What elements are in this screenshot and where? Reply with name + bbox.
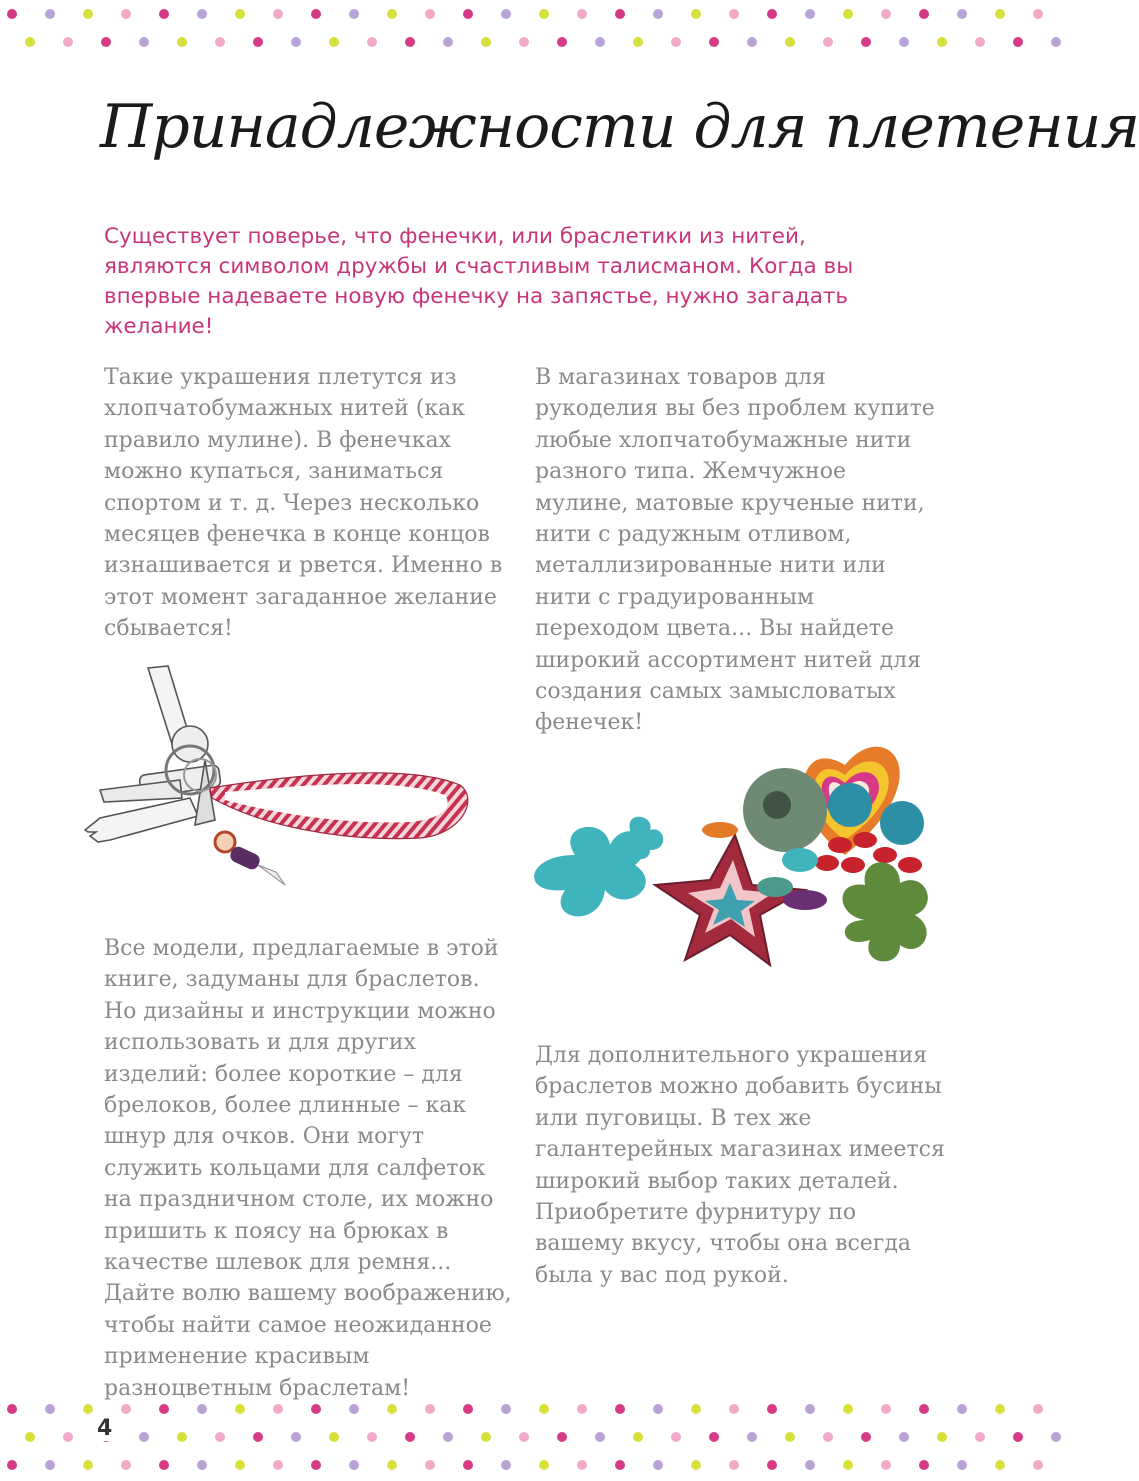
decorative-dot <box>311 1404 321 1414</box>
decorative-dot <box>63 1432 73 1442</box>
decorative-dot <box>121 1460 131 1470</box>
decorative-dot <box>767 9 777 19</box>
decorative-dot <box>823 37 833 47</box>
decorative-dot <box>501 9 511 19</box>
body-paragraph-beads: Для дополнительного украшения браслетов можно добавить бусины или пуговицы. В тех же галантерейных магазинах имеется широкий выбор таких деталей. Приобретите фурнитуру по вашему вкусу, чтобы она всегда была у вас под рукой. <box>535 1043 945 1288</box>
decorative-dot <box>823 1432 833 1442</box>
decorative-dot <box>25 1432 35 1442</box>
decorative-dot <box>463 1460 473 1470</box>
decorative-dot <box>881 1404 891 1414</box>
body-paragraph-threads: Такие украшения плетутся из хлопчатобумажных нитей (как правило мулине). В фенечках можно купаться, заниматься спортом и т. д. Через несколько месяцев фенечка в конце концов изнашивается и рвется. Именно в этот момент загаданное желание сбывается! <box>104 365 503 642</box>
decorative-dot <box>425 1404 435 1414</box>
decorative-dot <box>329 37 339 47</box>
decorative-dot <box>709 37 719 47</box>
decorative-dot <box>1013 1432 1023 1442</box>
decorative-dot <box>177 37 187 47</box>
decorative-dot <box>159 1460 169 1470</box>
decorative-dot <box>861 37 871 47</box>
decorative-dot <box>45 1460 55 1470</box>
decorative-dot <box>197 1404 207 1414</box>
decorative-dot <box>273 1404 283 1414</box>
decorative-dot <box>653 9 663 19</box>
decorative-dot <box>425 9 435 19</box>
decorative-dot <box>729 9 739 19</box>
decorative-dot <box>45 1404 55 1414</box>
decorative-dot <box>671 37 681 47</box>
decorative-dot <box>311 9 321 19</box>
decorative-dot <box>995 1460 1005 1470</box>
decorative-dot <box>747 1432 757 1442</box>
decorative-dot <box>805 1404 815 1414</box>
decorative-dot <box>919 1404 929 1414</box>
intro-paragraph: Существует поверье, что фенечки, или браслетики из нитей, являются символом дружбы и счастливым талисманом. Когда вы впервые надеваете новую фенечку на запястье, нужно загадать желание! <box>104 224 854 339</box>
decorative-dot <box>729 1460 739 1470</box>
decorative-dot-border-top <box>0 0 1000 60</box>
decorative-dot <box>747 37 757 47</box>
decorative-dot <box>387 9 397 19</box>
decorative-dot <box>235 9 245 19</box>
decorative-dot <box>83 1460 93 1470</box>
decorative-dot <box>785 1432 795 1442</box>
decorative-dot <box>615 9 625 19</box>
decorative-dot <box>557 1432 567 1442</box>
decorative-dot <box>767 1404 777 1414</box>
decorative-dot <box>121 1404 131 1414</box>
decorative-dot <box>349 1404 359 1414</box>
decorative-dot <box>215 1432 225 1442</box>
decorative-dot <box>1033 1404 1043 1414</box>
decorative-dot <box>805 9 815 19</box>
decorative-dot <box>481 1432 491 1442</box>
decorative-dot <box>215 37 225 47</box>
decorative-dot <box>177 1432 187 1442</box>
decorative-dot <box>861 1432 871 1442</box>
decorative-dot <box>63 37 73 47</box>
decorative-dot <box>311 1460 321 1470</box>
decorative-dot <box>615 1460 625 1470</box>
decorative-dot <box>957 9 967 19</box>
decorative-dot <box>1051 1432 1061 1442</box>
decorative-dot <box>557 37 567 47</box>
decorative-dot <box>519 37 529 47</box>
decorative-dot <box>197 9 207 19</box>
decorative-dot <box>595 1432 605 1442</box>
decorative-dot <box>957 1404 967 1414</box>
decorative-dot <box>539 9 549 19</box>
decorative-dot <box>709 1432 719 1442</box>
decorative-dot <box>367 37 377 47</box>
decorative-dot <box>443 1432 453 1442</box>
decorative-dot <box>159 1404 169 1414</box>
decorative-dot <box>329 1432 339 1442</box>
decorative-dot <box>937 1432 947 1442</box>
decorative-dot <box>387 1404 397 1414</box>
decorative-dot <box>101 37 111 47</box>
decorative-dot <box>881 9 891 19</box>
decorative-dot <box>957 1460 967 1470</box>
decorative-dot <box>7 1404 17 1414</box>
decorative-dot <box>235 1460 245 1470</box>
decorative-dot <box>671 1432 681 1442</box>
decorative-dot <box>595 37 605 47</box>
decorative-dot <box>919 9 929 19</box>
decorative-dot <box>577 9 587 19</box>
decorative-dot <box>899 37 909 47</box>
body-paragraph-shops: В магазинах товаров для рукоделия вы без проблем купите любые хлопчатобумажные нити разного типа. Жемчужное мулине, матовые крученые нити, нити с радужным отливом, металлизированные нити или нити с градуированным переходом цвета... Вы найдете широкий ассортимент нитей для создания самых замысловатых фенечек! <box>535 365 935 736</box>
decorative-dot <box>1051 37 1061 47</box>
decorative-dot <box>633 37 643 47</box>
decorative-dot <box>539 1460 549 1470</box>
decorative-dot <box>405 37 415 47</box>
decorative-dot <box>235 1404 245 1414</box>
decorative-dot <box>139 37 149 47</box>
decorative-dot <box>577 1404 587 1414</box>
decorative-dot <box>501 1404 511 1414</box>
decorative-dot <box>995 9 1005 19</box>
decorative-dot <box>1033 9 1043 19</box>
decorative-dot <box>519 1432 529 1442</box>
decorative-dot-border-bottom <box>0 1395 1000 1481</box>
decorative-dot <box>291 1432 301 1442</box>
page-number: 4 <box>94 1416 115 1441</box>
decorative-dot <box>805 1460 815 1470</box>
decorative-dot <box>691 1460 701 1470</box>
decorative-dot <box>843 1460 853 1470</box>
decorative-dot <box>197 1460 207 1470</box>
decorative-dot <box>349 9 359 19</box>
keychain-illustration <box>40 660 480 900</box>
decorative-dot <box>7 1460 17 1470</box>
decorative-dot <box>291 37 301 47</box>
decorative-dot <box>785 37 795 47</box>
page-title: Принадлежности для плетения <box>100 92 1139 162</box>
decorative-dot <box>367 1432 377 1442</box>
decorative-dot <box>937 37 947 47</box>
decorative-dot <box>349 1460 359 1470</box>
decorative-dot <box>729 1404 739 1414</box>
decorative-dot <box>539 1404 549 1414</box>
decorative-dot <box>83 1404 93 1414</box>
decorative-dot <box>121 9 131 19</box>
decorative-dot <box>653 1460 663 1470</box>
decorative-dot <box>843 1404 853 1414</box>
decorative-dot <box>425 1460 435 1470</box>
decorative-dot <box>139 1432 149 1442</box>
decorative-dot <box>463 1404 473 1414</box>
body-paragraph-uses: Все модели, предлагаемые в этой книге, задуманы для браслетов. Но дизайны и инструкции можно использовать и для других изделий: более короткие – для брелоков, более длинные – как шнур для очков. Они могут служить кольцами для салфеток на праздничном столе, их можно пришить к поясу на брюках в качестве шлевок для ремня... Дайте волю вашему воображению, чтобы найти самое неожиданное применение красивым разноцветным браслетам! <box>104 936 512 1401</box>
decorative-dot <box>767 1460 777 1470</box>
decorative-dot <box>881 1460 891 1470</box>
decorative-dot <box>253 1432 263 1442</box>
decorative-dot <box>691 9 701 19</box>
decorative-dot <box>975 37 985 47</box>
decorative-dot <box>501 1460 511 1470</box>
decorative-dot <box>1033 1460 1043 1470</box>
decorative-dot <box>919 1460 929 1470</box>
decorative-dot <box>273 9 283 19</box>
decorative-dot <box>653 1404 663 1414</box>
decorative-dot <box>899 1432 909 1442</box>
decorative-dot <box>7 9 17 19</box>
decorative-dot <box>481 37 491 47</box>
decorative-dot <box>615 1404 625 1414</box>
decorative-dot <box>45 9 55 19</box>
decorative-dot <box>577 1460 587 1470</box>
decorative-dot <box>975 1432 985 1442</box>
decorative-dot <box>253 37 263 47</box>
decorative-dot <box>25 37 35 47</box>
decorative-dot <box>633 1432 643 1442</box>
decorative-dot <box>691 1404 701 1414</box>
decorative-dot <box>387 1460 397 1470</box>
decorative-dot <box>1013 37 1023 47</box>
decorative-dot <box>159 9 169 19</box>
decorative-dot <box>83 9 93 19</box>
decorative-dot <box>273 1460 283 1470</box>
decorative-dot <box>405 1432 415 1442</box>
decorative-dot <box>443 37 453 47</box>
decorative-dot <box>463 9 473 19</box>
decorative-dot <box>995 1404 1005 1414</box>
beads-and-buttons-illustration <box>515 705 955 975</box>
decorative-dot <box>843 9 853 19</box>
